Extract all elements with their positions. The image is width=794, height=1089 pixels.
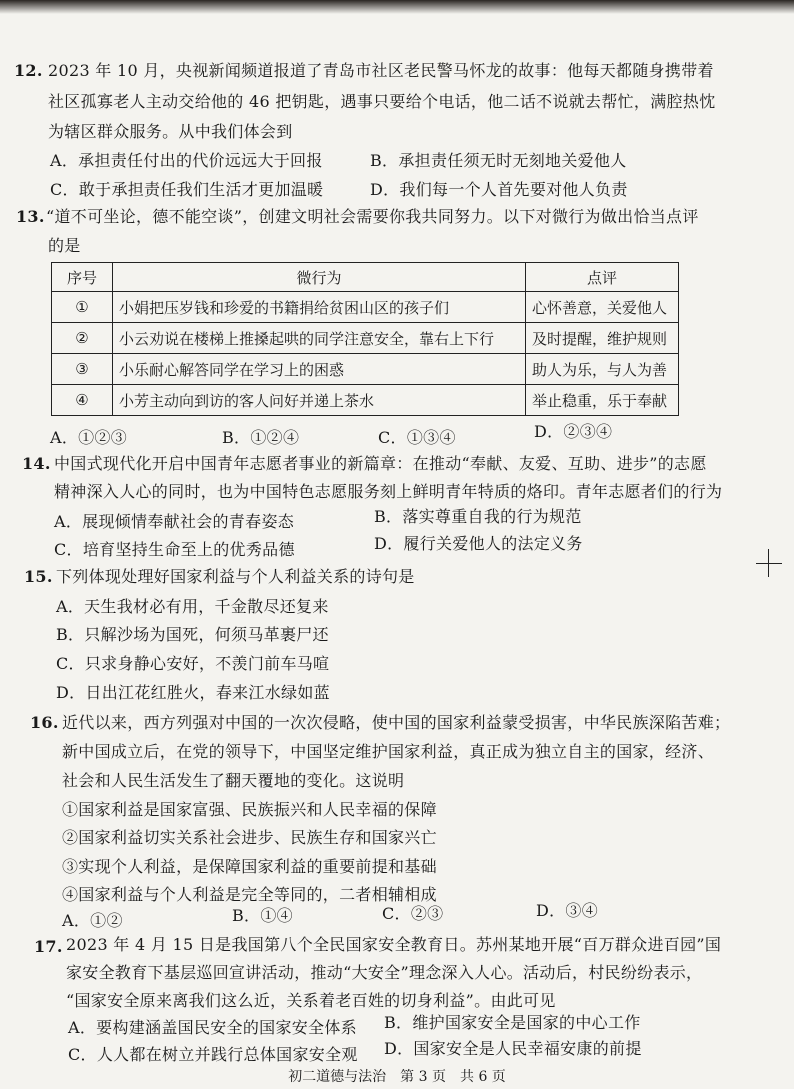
q14-option-a: A．展现倾情奉献社会的青春姿态 <box>54 512 295 531</box>
q15-option-d: D．日出江花红胜火，春来江水绿如蓝 <box>56 683 330 702</box>
q14-stem-line-2: 精神深入人心的同时，也为中国特色志愿服务刻上鲜明青年特质的烙印。青年志愿者们的行为 <box>54 482 723 501</box>
q17-number: 17. <box>34 937 63 956</box>
row-behavior: 小芳主动向到访的客人问好并递上茶水 <box>113 385 526 416</box>
q16-statement-1: ①国家利益是国家富强、民族振兴和人民幸福的保障 <box>62 800 437 819</box>
q14-number: 14. <box>22 454 51 473</box>
table-row <box>52 354 679 385</box>
q12-option-d: D．我们每一个人首先要对他人负责 <box>370 180 628 199</box>
q16-option-c: C．②③ <box>382 904 444 923</box>
q17-stem-line-3: “国家安全原来离我们这么近，关系着老百姓的切身利益”。由此可见 <box>66 991 556 1010</box>
q17-option-b: B．维护国家安全是国家的中心工作 <box>384 1013 641 1032</box>
q14-stem-line-1: 中国式现代化开启中国青年志愿者事业的新篇章：在推动“奉献、友爱、互助、进步”的志愿 <box>54 454 707 473</box>
q16-stem-line-3: 社会和人民生活发生了翻天覆地的变化。这说明 <box>62 771 405 790</box>
q14-option-d: D．履行关爱他人的法定义务 <box>374 534 583 553</box>
row-comment: 及时提醒，维护规则 <box>526 323 679 354</box>
row-number: ③ <box>52 354 113 385</box>
table-row <box>52 323 679 354</box>
q13-evaluation-table <box>51 262 679 416</box>
q13-stem-line-2: 的是 <box>48 236 81 255</box>
q17-stem-line-2: 家安全教育下基层巡回宣讲活动，推动“大安全”理念深入人心。活动后，村民纷纷表示， <box>66 963 703 982</box>
q13-option-c: C．①③④ <box>378 428 456 447</box>
q17-stem-line-1: 2023 年 4 月 15 日是我国第八个全民国家安全教育日。苏州某地开展“百万群众进百园”国 <box>66 935 722 954</box>
q17-option-d: D．国家安全是人民幸福安康的前提 <box>384 1039 642 1058</box>
q16-stem-line-1: 近代以来，西方列强对中国的一次次侵略，使中国的国家利益蒙受损害，中华民族深陷苦难； <box>62 713 731 732</box>
table-header-row <box>52 263 679 292</box>
q16-statement-4: ④国家利益与个人利益是完全等同的，二者相辅相成 <box>62 885 437 904</box>
q12-option-b: B．承担责任须无时无刻地关爱他人 <box>370 151 627 170</box>
q12-stem-line-2: 社区孤寡老人主动交给他的 46 把钥匙，遇事只要给个电话，他二话不说就去帮忙，满腔热忱 <box>48 92 716 111</box>
q15-stem: 下列体现处理好国家利益与个人利益关系的诗句是 <box>56 567 415 586</box>
header-micro-behavior: 微行为 <box>113 263 526 292</box>
q12-option-c: C．敢于承担责任我们生活才更加温暖 <box>50 180 324 199</box>
page-footer: 初二道德与法治 第 3 页 共 6 页 <box>288 1069 506 1085</box>
q16-statement-2: ②国家利益切实关系社会进步、民族生存和国家兴亡 <box>62 828 437 847</box>
q16-stem-line-2: 新中国成立后，在党的领导下，中国坚定维护国家利益，真正成为独立自主的国家，经济、 <box>62 742 715 761</box>
q12-number: 12. <box>14 61 43 80</box>
row-number: ② <box>52 323 113 354</box>
q15-option-c: C．只求身静心安好，不羡门前车马喧 <box>56 654 330 673</box>
q16-option-d: D．③④ <box>536 901 599 920</box>
header-comment: 点评 <box>526 263 679 292</box>
q13-option-a: A．①②③ <box>50 428 128 447</box>
q16-option-a: A．①② <box>62 911 123 930</box>
row-comment: 举止稳重，乐于奉献 <box>526 385 679 416</box>
q13-option-b: B．①②④ <box>222 428 300 447</box>
q13-option-d: D．②③④ <box>534 422 613 441</box>
row-behavior: 小娟把压岁钱和珍爱的书籍捐给贫困山区的孩子们 <box>113 292 526 323</box>
q13-stem-line-1: “道不可坐论，德不能空谈”，创建文明社会需要你我共同努力。以下对微行为做出恰当点评 <box>46 207 699 226</box>
table-row <box>52 385 679 416</box>
q16-option-b: B．①④ <box>232 906 293 925</box>
row-comment: 心怀善意，关爱他人 <box>526 292 679 323</box>
q17-option-c: C．人人都在树立并践行总体国家安全观 <box>68 1045 358 1064</box>
q15-number: 15. <box>24 567 53 586</box>
q12-stem-line-1: 2023 年 10 月，央视新闻频道报道了青岛市社区老民警马怀龙的故事：他每天都随身携带着 <box>48 61 714 80</box>
q15-option-b: B．只解沙场为国死，何须马革裹尸还 <box>56 625 329 644</box>
row-behavior: 小云劝说在楼梯上推搡起哄的同学注意安全，靠右上下行 <box>113 323 526 354</box>
scan-top-edge <box>0 0 794 14</box>
q13-number: 13. <box>16 207 45 226</box>
row-comment: 助人为乐，与人为善 <box>526 354 679 385</box>
q15-option-a: A．天生我材必有用，千金散尽还复来 <box>56 597 329 616</box>
q17-option-a: A．要构建涵盖国民安全的国家安全体系 <box>68 1018 357 1037</box>
registration-mark <box>756 563 782 564</box>
q16-statement-3: ③实现个人利益，是保障国家利益的重要前提和基础 <box>62 857 437 876</box>
table-row <box>52 292 679 323</box>
q14-option-c: C．培育坚持生命至上的优秀品德 <box>54 540 295 559</box>
q12-option-a: A．承担责任付出的代价远远大于回报 <box>50 151 323 170</box>
header-number: 序号 <box>52 263 113 292</box>
row-number: ④ <box>52 385 113 416</box>
q14-option-b: B．落实尊重自我的行为规范 <box>374 507 582 526</box>
q12-stem-line-3: 为辖区群众服务。从中我们体会到 <box>48 122 293 141</box>
row-number: ① <box>52 292 113 323</box>
q16-number: 16. <box>30 713 59 732</box>
row-behavior: 小乐耐心解答同学在学习上的困惑 <box>113 354 526 385</box>
